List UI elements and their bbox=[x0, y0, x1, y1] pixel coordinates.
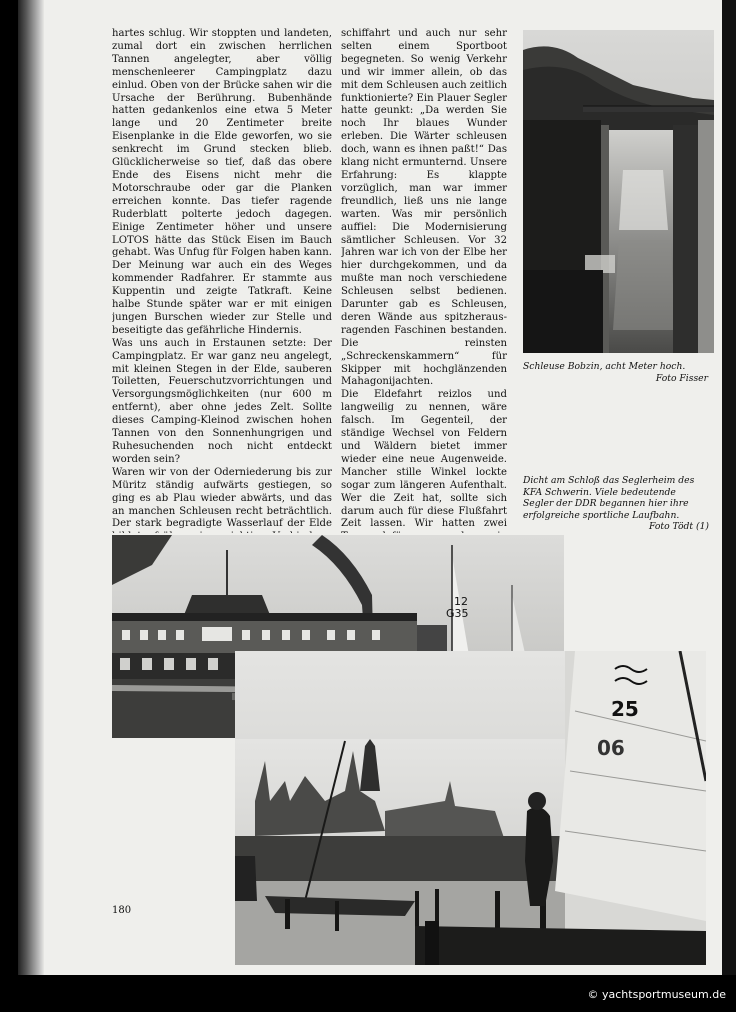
sail-number: 12 bbox=[454, 595, 468, 608]
lock-caption-text: Schleuse Bobzin, acht Meter hoch. bbox=[523, 361, 686, 372]
sail-number: 06 bbox=[597, 736, 625, 760]
paragraph: Was uns auch in Erstaunen setzte: Der Campingplatz. Er war ganz neu angelegt, mit kleinen Stegen in der Elde, sauberen Toiletten, Feuerschutzvorrichtungen und Versorgungsmöglichkeiten (nur 600 m entfernt), aber ohne jedes Zelt. Sollte dieses Camping-Kleinod zwischen hohen Tannen von den Sonnenhungrigen und Ruhesuchenden noch nicht entdeckt worden sein? bbox=[112, 337, 332, 465]
page-number: 180 bbox=[112, 905, 132, 916]
paragraph: Waren wir von der Oderniederung bis zur Müritz ständig aufwärts gestiegen, so ging es ab Plau wieder abwärts, und das an manchen Schleusen recht beträchtlich. Der stark begradigte Wasserlauf der Elde bbox=[112, 466, 332, 530]
article-column-2 bbox=[341, 28, 507, 533]
paragraph: hartes schlug. Wir stoppten und landeten, zumal dort ein zwischen herrlichen Tannen angelegter, aber völlig menschenleerer Campingplatz dazu einlud. Oben von der Brücke sahen wir die Ursache der Berührung. Bubenhände hatten gedankenlos eine etwa 5 Meter lange und 20 Zentimeter breite Eisenplanke in die Elde geworfen, wo sie senkrecht im Grund stecken blieb. Glücklicherweise so tief, daß das obere Ende des Eisens nicht mehr die Motorschraube oder gar die Planken erreichen konnte. Das tiefer ragende Ruderblatt polterte jedoch dagegen. Einige Zentimeter höher und unsere LOTOS hätte das Stück Eisen im Bauch gehabt. Was Unfug für Folgen haben kann. Der Meinung war auch ein des Weges kommender Radfahrer. Er stammte aus Kuppentin und zeigte Tatkraft. Keine halbe Stunde später war er mit einigen jungen Burschen wieder zur Stelle und beseitigte das gefährliche Hindernis. bbox=[112, 28, 332, 336]
harbor-caption-text: Dicht am Schloß das Seglerheim des KFA Schwerin. Viele bedeutende Segler der DDR begannen hier ihre erfolgreiche sportliche Laufbahn. bbox=[523, 475, 695, 521]
lock-caption bbox=[523, 361, 714, 384]
harbor-photo-credit: Foto Tödt (1) bbox=[649, 521, 709, 532]
sail-number: G35 bbox=[446, 607, 469, 620]
article-column-1 bbox=[112, 28, 332, 533]
sail-number: 25 bbox=[611, 697, 639, 721]
castle-sailboat-photo bbox=[235, 651, 706, 965]
watermark: © yachtsportmuseum.de bbox=[587, 988, 726, 1001]
paragraph: schiffahrt und auch nur sehr selten einem Sportboot begegneten. So wenig Verkehr und wir immer allein, ob das mit dem Schleusen auch zeitlich funktionierte? Ein Plauer Segler hatte geunkt: „Da werden Sie noch Ihr blaues Wunder erleben. Die Wärter schleusen doch, wann es ihnen paßt!“ Das klang nicht ermunternd. Unsere Erfahrung: Es klappte vorzüglich, man war immer freundlich, ließ uns nie lange warten. Was mir persönlich auffiel: Die Modernisierung sämtlicher Schleusen. Vor 32 Jahren war ich von der Elbe her hier durchgekommen, und da mußte man noch verschiedene Schleusen selbst bedienen. Darunter gab es Schleusen, deren Wände aus spitzherausragenden Faschinen bestanden. Die reinsten „Schreckenskammern“ für Skipper mit hochglänzenden Mahagonijachten. bbox=[341, 28, 507, 388]
harbor-caption bbox=[523, 475, 709, 533]
paragraph: Die Eldefahrt reizlos und langweilig zu nennen, wäre falsch. Im Gegenteil, der ständige Wechsel von Feldern und Wäldern bietet immer wieder eine neue Augenweide. Mancher stille Winkel lockte sogar zum längeren Aufenthalt. Wer die Zeit hat, sollte sich darum auch für diese Flußfahrt Zeit lassen. Wir hatten zwei bbox=[341, 389, 507, 530]
lock-photo bbox=[523, 30, 714, 353]
book-binding-shadow bbox=[18, 0, 44, 975]
lock-photo-credit: Foto Fisser bbox=[655, 372, 708, 384]
page-edge bbox=[722, 0, 736, 975]
